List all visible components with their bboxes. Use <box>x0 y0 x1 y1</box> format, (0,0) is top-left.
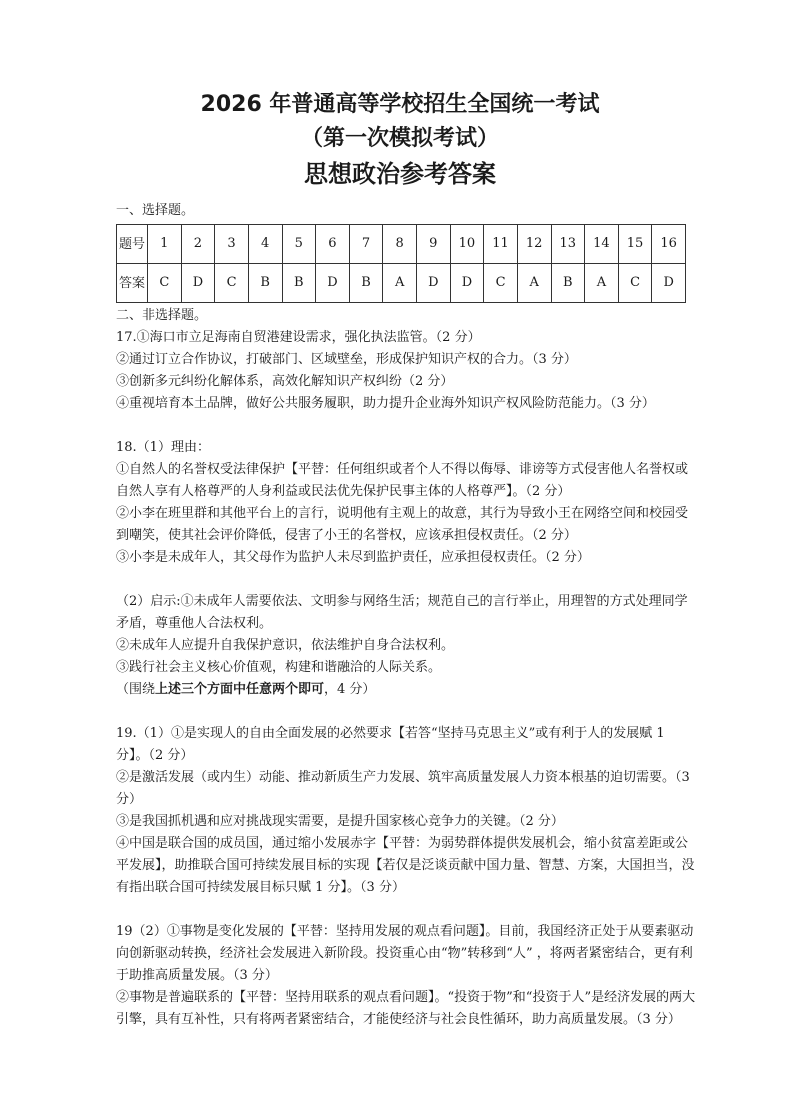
answer-line: ②未成年人应提升自我保护意识，依法维护自身合法权利。 <box>116 638 455 653</box>
answer-line: 19（2）①事物是变化发展的【平替：坚持用发展的观点看问题】。目前，我国经济正处于从要素驱动向创新驱动转换，经济社会发展进入新阶段。投资重心由“物”转移到“人” ，将两者紧密结合，更有利于助推高质量发展。（3 分） <box>116 924 694 983</box>
answer-line: ②小李在班里群和其他平台上的言行，说明他有主观上的故意，其行为导致小王在网络空间和校园受到嘲笑，使其社会评价降低，侵害了小王的名誉权，应该承担侵权责任。（2 分） <box>116 506 689 543</box>
table-cell: A <box>585 264 619 303</box>
table-cell: D <box>652 264 686 303</box>
answer-line: ④中国是联合国的成员国，通过缩小发展赤字【平替：为弱势群体提供发展机会，缩小贫富差距或公平发展】，助推联合国可持续发展目标的实现【若仅是泛谈贡献中国力量、智慧、方案，大国担当，没有指出联合国可持续发展目标只赋 1 分】。（3 分） <box>116 836 695 895</box>
table-cell: 10 <box>450 225 484 264</box>
scoring-note <box>116 679 696 701</box>
table-cell: C <box>484 264 518 303</box>
table-cell: D <box>417 264 451 303</box>
question-19-part2-answer <box>116 921 696 1031</box>
answer-line: ③践行社会主义核心价值观，构建和谐融洽的人际关系。 <box>116 660 442 675</box>
table-cell: D <box>450 264 484 303</box>
row-label-question-number: 题号 <box>117 225 148 264</box>
scoring-note-emphasis: 上述三个方面中任意两个即可 <box>155 682 325 697</box>
table-cell: 4 <box>248 225 282 264</box>
table-cell: 11 <box>484 225 518 264</box>
table-cell: A <box>517 264 551 303</box>
scoring-note-prefix: （围绕 <box>116 682 156 697</box>
table-cell: 16 <box>652 225 686 264</box>
table-cell: C <box>618 264 652 303</box>
table-cell: 7 <box>349 225 383 264</box>
answer-line: （2）启示:①未成年人需要依法、文明参与网络生活；规范自己的言行举止，用理智的方式处理同学矛盾，尊重他人合法权利。 <box>116 594 688 631</box>
section-heading-choice: 一、选择题。 <box>116 203 195 218</box>
table-cell: 5 <box>282 225 316 264</box>
table-cell: 2 <box>181 225 215 264</box>
question-18-part1-answer <box>116 437 696 569</box>
table-cell: B <box>349 264 383 303</box>
table-row-answers <box>117 264 686 303</box>
answer-line: ④重视培育本土品牌，做好公共服务履职，助力提升企业海外知识产权风险防范能力。（3 分） <box>116 396 655 411</box>
table-cell: 9 <box>417 225 451 264</box>
table-cell: C <box>215 264 249 303</box>
table-cell: D <box>316 264 350 303</box>
answer-line: 19.（1）①是实现人的自由全面发展的必然要求【若答“坚持马克思主义”或有利于人的发展赋 1 分】。（2 分） <box>116 726 665 763</box>
table-cell: B <box>551 264 585 303</box>
answer-line: ②通过订立合作协议，打破部门、区域壁垒，形成保护知识产权的合力。（3 分） <box>116 352 577 367</box>
table-cell: B <box>282 264 316 303</box>
exam-subtitle: （第一次模拟考试） <box>300 126 499 151</box>
title-block <box>0 88 800 192</box>
table-cell: 15 <box>618 225 652 264</box>
table-cell: B <box>248 264 282 303</box>
exam-title: 2026 年普通高等学校招生全国统一考试 <box>200 92 600 117</box>
scoring-note-suffix: ，4 分） <box>324 682 376 697</box>
question-19-part1-answer <box>116 723 696 899</box>
table-cell: D <box>181 264 215 303</box>
section-heading-nonchoice: 二、非选择题。 <box>116 308 208 323</box>
table-cell: 3 <box>215 225 249 264</box>
answer-line: 17.①海口市立足海南自贸港建设需求，强化执法监管。（2 分） <box>116 330 481 345</box>
table-cell: A <box>383 264 417 303</box>
answer-line: ②事物是普遍联系的【平替：坚持用联系的观点看问题】。“投资于物”和“投资于人”是经济发展的两大引擎，具有互补性，只有将两者紧密结合，才能使经济与社会良性循环，助力高质量发展。（3 分） <box>116 990 696 1027</box>
table-cell: 6 <box>316 225 350 264</box>
question-18-part2-answer <box>116 591 696 701</box>
row-label-answer: 答案 <box>117 264 148 303</box>
answer-body <box>116 200 696 1031</box>
answer-line: ③是我国抓机遇和应对挑战现实需要，是提升国家核心竞争力的关键。（2 分） <box>116 814 564 829</box>
answer-line: 18.（1）理由： <box>116 440 210 455</box>
table-cell: 14 <box>585 225 619 264</box>
subject-title: 思想政治参考答案 <box>304 160 496 188</box>
table-row-question-numbers <box>117 225 686 264</box>
table-cell: 1 <box>148 225 182 264</box>
question-17-answer <box>116 327 696 415</box>
table-cell: 8 <box>383 225 417 264</box>
table-cell: 13 <box>551 225 585 264</box>
table-cell: C <box>148 264 182 303</box>
answer-line: ②是激活发展（或内生）动能、推动新质生产力发展、筑牢高质量发展人力资本根基的迫切需要。（3 分） <box>116 770 690 807</box>
answer-line: ③创新多元纠纷化解体系，高效化解知识产权纠纷（2 分） <box>116 374 454 389</box>
table-cell: 12 <box>517 225 551 264</box>
answer-line: ③小李是未成年人，其父母作为监护人未尽到监护责任，应承担侵权责任。（2 分） <box>116 550 590 565</box>
choice-answer-table <box>116 224 686 303</box>
answer-line: ①自然人的名誉权受法律保护【平替：任何组织或者个人不得以侮辱、诽谤等方式侵害他人名誉权或自然人享有人格尊严的人身利益或民法优先保护民事主体的人格尊严】。（2 分） <box>116 462 689 499</box>
